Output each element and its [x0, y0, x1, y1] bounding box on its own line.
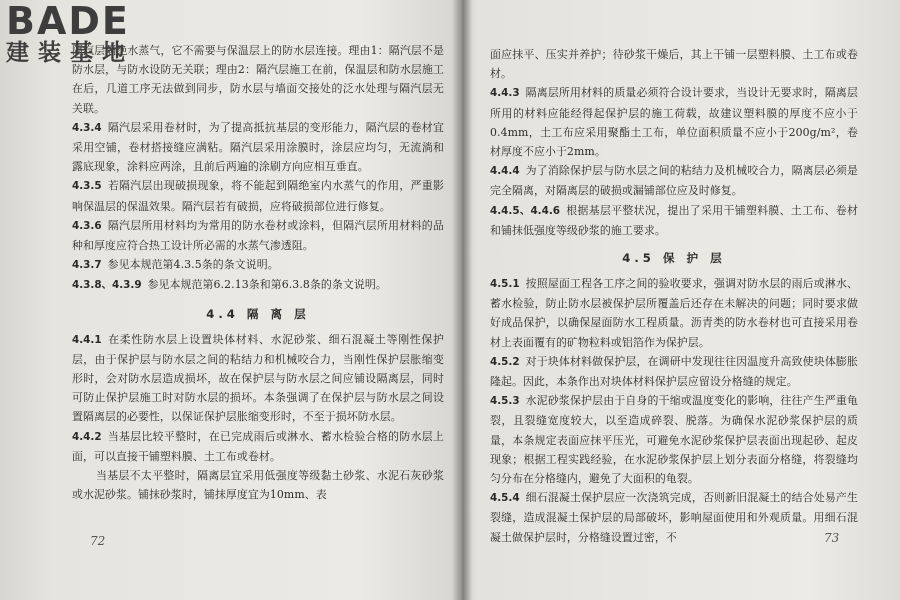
clause-paragraph [490, 391, 858, 488]
clause-paragraph [72, 176, 444, 215]
clause-text: 隔汽层采用卷材时，为了提高抵抗基层的变形能力，隔汽层的卷材宜采用空铺，卷材搭接缝应满粘。隔汽层采用涂膜时，涂层应均匀，无流淌和露底现象，涂料应两涂，且前后两遍的涂刷方向应相互垂直。 [72, 120, 444, 174]
section-heading-4-5: 4.5 保 护 层 [622, 251, 726, 266]
clause-text: 根据基层平整状况，提出了采用干铺塑料膜、土工布、卷材和铺抹低强度等级砂浆的施工要求。 [490, 203, 858, 237]
left-page [72, 0, 444, 600]
clause-number: 4.5.4 [490, 492, 520, 505]
right-paragraphs-a [490, 83, 858, 240]
clause-number: 4.4.1 [72, 333, 102, 346]
clause-text: 当基层比较平整时，在已完成雨后或淋水、蓄水检验合格的防水层上面，可以直接干铺塑料膜、土工布或卷材。 [72, 429, 444, 463]
clause-number: 4.4.2 [72, 430, 102, 443]
clause-paragraph [72, 118, 444, 177]
clause-paragraph [490, 161, 858, 200]
clause-number: 4.3.8、4.3.9 [72, 279, 142, 292]
right-top-paragraph: 面应抹平、压实并养护；待砂浆干燥后，其上干铺一层塑料膜、土工布或卷材。 [490, 48, 858, 81]
left-paragraphs-a [72, 118, 444, 296]
right-page [490, 0, 858, 600]
clause-paragraph [72, 216, 444, 255]
clause-text: 当基层不太平整时，隔离层宜采用低强度等级黏土砂浆、水泥石灰砂浆或水泥砂浆。铺抹砂浆时，铺抹厚度宜为10mm、表 [72, 469, 444, 502]
clause-paragraph [72, 275, 444, 295]
clause-text: 在柔性防水层上设置块体材料、水泥砂浆、细石混凝土等刚性保护层，由于保护层与防水层之间的粘结力和机械咬合力，当刚性保护层胀缩变形时，会对防水层造成损坏，故在保护层与防水层之间应铺设隔离层，同时可防止保护层施工时对防水层的损坏。本条强调了在保护层与防水层之间设置隔离层的必要性，以保证保护层胀缩变形时，不至于损坏防水层。 [72, 332, 444, 424]
right-paragraphs-b [490, 274, 858, 547]
clause-text: 对于块体材料做保护层，在调研中发现往往因温度升高致使块体膨胀隆起。因此，本条作出对块体材料保护层应留设分格缝的规定。 [490, 354, 858, 389]
page-number-right: 73 [824, 531, 840, 545]
section-heading-4-4: 4.4 隔 离 层 [206, 306, 310, 321]
clause-number: 4.3.4 [72, 121, 102, 134]
clause-text: 细石混凝土保护层应一次浇筑完成，否则新旧混凝土的结合处易产生裂缝，造成混凝土保护层的局部破坏，影响屋面使用和外观质量。用细石混凝土做保护层时，分格缝设置过密，不 [490, 491, 858, 544]
clause-text: 按照屋面工程各工序之间的验收要求，强调对防水层的雨后或淋水、蓄水检验，防止防水层被保护层所覆盖后还存在未解决的问题；同时要求做好成品保护，以确保屋面防水工程质量。沥青类的防水卷材也可直接采用卷材上表面覆有的矿物粒料或铝箔作为保护层。 [490, 277, 858, 349]
clause-paragraph [72, 466, 444, 504]
clause-number: 4.5.2 [490, 355, 520, 368]
clause-number: 4.5.3 [490, 395, 520, 408]
clause-number: 4.4.4 [490, 165, 520, 178]
left-top-paragraph: 隔汽层隔绝水蒸气，它不需要与保温层上的防水层连接。理由1：隔汽层不是防水层，与防水设防无关联；理由2：隔汽层施工在前，保温层和防水层施工在后，几道工序无法做到同步，防水层与墙面交接处的泛水处理与隔汽层无关联。 [72, 44, 444, 115]
logo-cn-text: 建装基地 [6, 40, 134, 66]
clause-paragraph [490, 201, 858, 240]
clause-number: 4.5.1 [490, 278, 520, 291]
clause-paragraph [72, 427, 444, 466]
bade-logo [6, 2, 174, 64]
clause-paragraph [490, 352, 858, 391]
clause-paragraph [490, 274, 858, 352]
clause-text: 水泥砂浆保护层由于自身的干缩或温度变化的影响，往往产生严重龟裂，且裂缝宽度较大，以至造成碎裂、脱落。为确保水泥砂浆保护层的质量，本条规定表面应抹平压光，可避免水泥砂浆保护层表面出现起砂、起皮现象；根据工程实践经验，在水泥砂浆保护层上划分表面分格缝，将裂缝均匀分布在分格缝内，避免了大面积的龟裂。 [490, 394, 858, 486]
page-number-left: 72 [90, 534, 106, 548]
clause-text: 为了消除保护层与防水层之间的粘结力及机械咬合力，隔离层必须是完全隔离，对隔离层的破损或漏铺部位应及时修复。 [490, 164, 858, 198]
clause-paragraph [72, 330, 444, 427]
book-gutter [452, 0, 472, 600]
clause-text: 隔汽层所用材料均为常用的防水卷材或涂料，但隔汽层所用材料的品种和厚度应符合热工设计所必需的水蒸气渗透阻。 [72, 218, 444, 253]
clause-paragraph [72, 255, 444, 275]
clause-number: 4.4.3 [490, 87, 520, 100]
clause-paragraph [490, 488, 858, 547]
clause-text: 若隔汽层出现破损现象，将不能起到隔绝室内水蒸气的作用，严重影响保温层的保温效果。隔汽层若有破损，应将破损部位进行修复。 [72, 179, 444, 213]
clause-number: 4.3.5 [72, 180, 102, 193]
clause-number: 4.4.5、4.4.6 [490, 204, 561, 217]
clause-text: 隔离层所用材料的质量必须符合设计要求，当设计无要求时，隔离层所用的材料应能经得起保护层的施工荷载，故建议塑料膜的厚度不应小于0.4mm，土工布应采用聚酯土工布，单位面积质量不应小于200g/m²，卷材厚度不应小于2mm。 [490, 86, 858, 159]
clause-text: 参见本规范第4.3.5条的条文说明。 [107, 258, 279, 272]
clause-number: 4.3.7 [72, 259, 102, 272]
clause-text: 参见本规范第6.2.13条和第6.3.8条的条文说明。 [147, 278, 387, 292]
logo-brand-text: BADE [6, 0, 130, 43]
clause-paragraph [490, 83, 858, 161]
left-paragraphs-b [72, 330, 444, 505]
clause-number: 4.3.6 [72, 219, 102, 232]
